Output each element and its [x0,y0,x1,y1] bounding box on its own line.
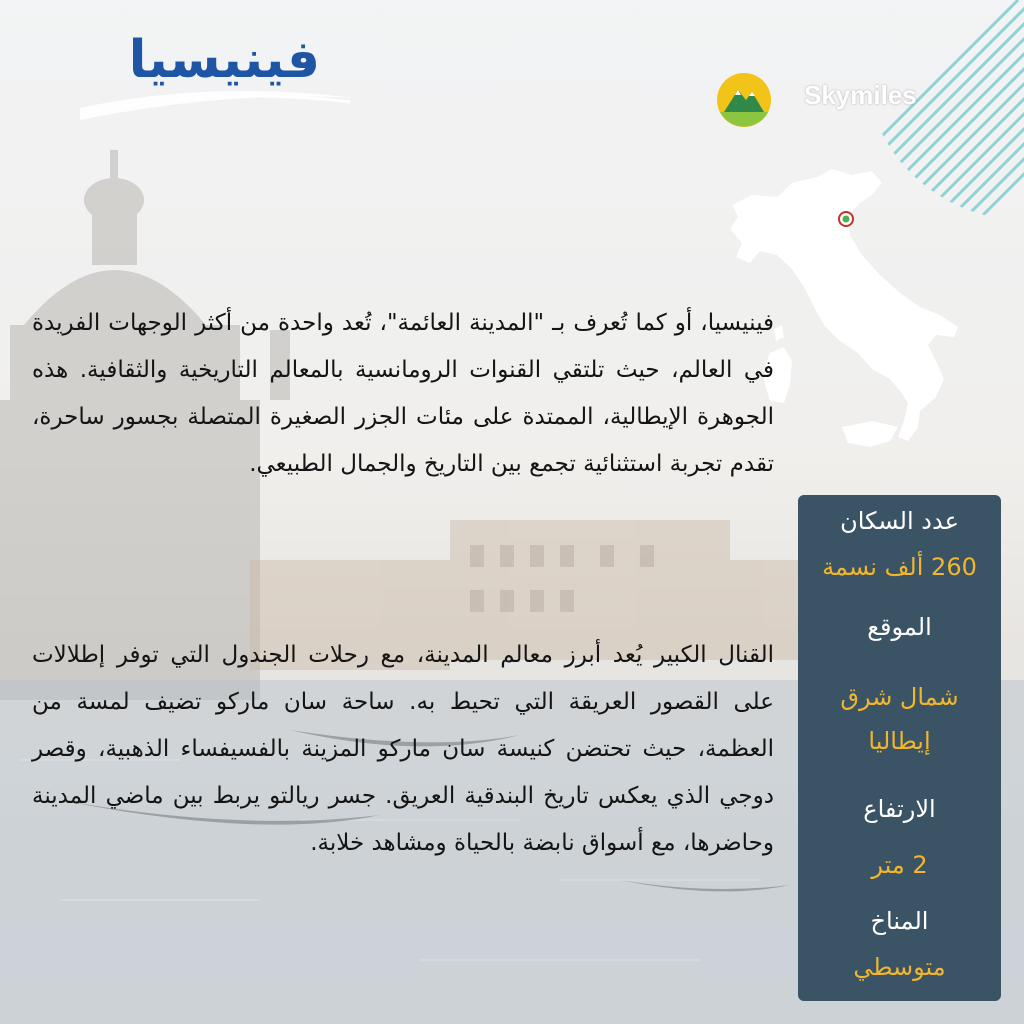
climate-label: المناخ [870,907,929,935]
elevation-value: 2 متر [871,851,928,879]
brand [712,66,962,128]
brand-name: Skymiles [804,80,917,110]
title-block [60,20,360,130]
location-marker-icon [839,212,853,226]
climate-value: متوسطي [853,953,946,981]
population-value: 260 ألف نسمة [822,553,977,581]
population-label: عدد السكان [840,507,959,535]
page-title: فينيسيا [128,30,320,90]
landmarks-paragraph: القنال الكبير يُعد أبرز معالم المدينة، مع رحلات الجندول التي توفر إطلالات على القصور العريقة التي تحيط به. ساحة سان ماركو تضيف لمسة من العظمة، حيث تحتضن كنيسة سان ماركو المزينة بالفسيفساء الذهبية، وقصر دوجي الذي يعكس تاريخ البندقية العريق. جسر ريالتو يربط بين ماضي المدينة وحاضرها، مع أسواق نابضة بالحياة ومشاهد خلابة. [32,642,774,856]
elevation-label: الارتفاع [863,795,936,823]
location-label: الموقع [867,613,932,641]
intro-paragraph: فينيسيا، أو كما تُعرف بـ "المدينة العائمة"، تُعد واحدة من أكثر الوجهات الفريدة في العالم، حيث تلتقي القنوات الرومانسية بالمعالم التاريخية والثقافية. هذه الجوهرة الإيطالية، الممتدة على مئات الجزر الصغيرة المتصلة بجسور ساحرة، تقدم تجربة استثنائية تجمع بين التاريخ والجمال الطبيعي. [32,310,774,477]
mountain-sun-logo-icon [716,72,772,128]
facts-panel [798,495,1001,1001]
location-value: شمال شرق إيطاليا [840,683,959,755]
